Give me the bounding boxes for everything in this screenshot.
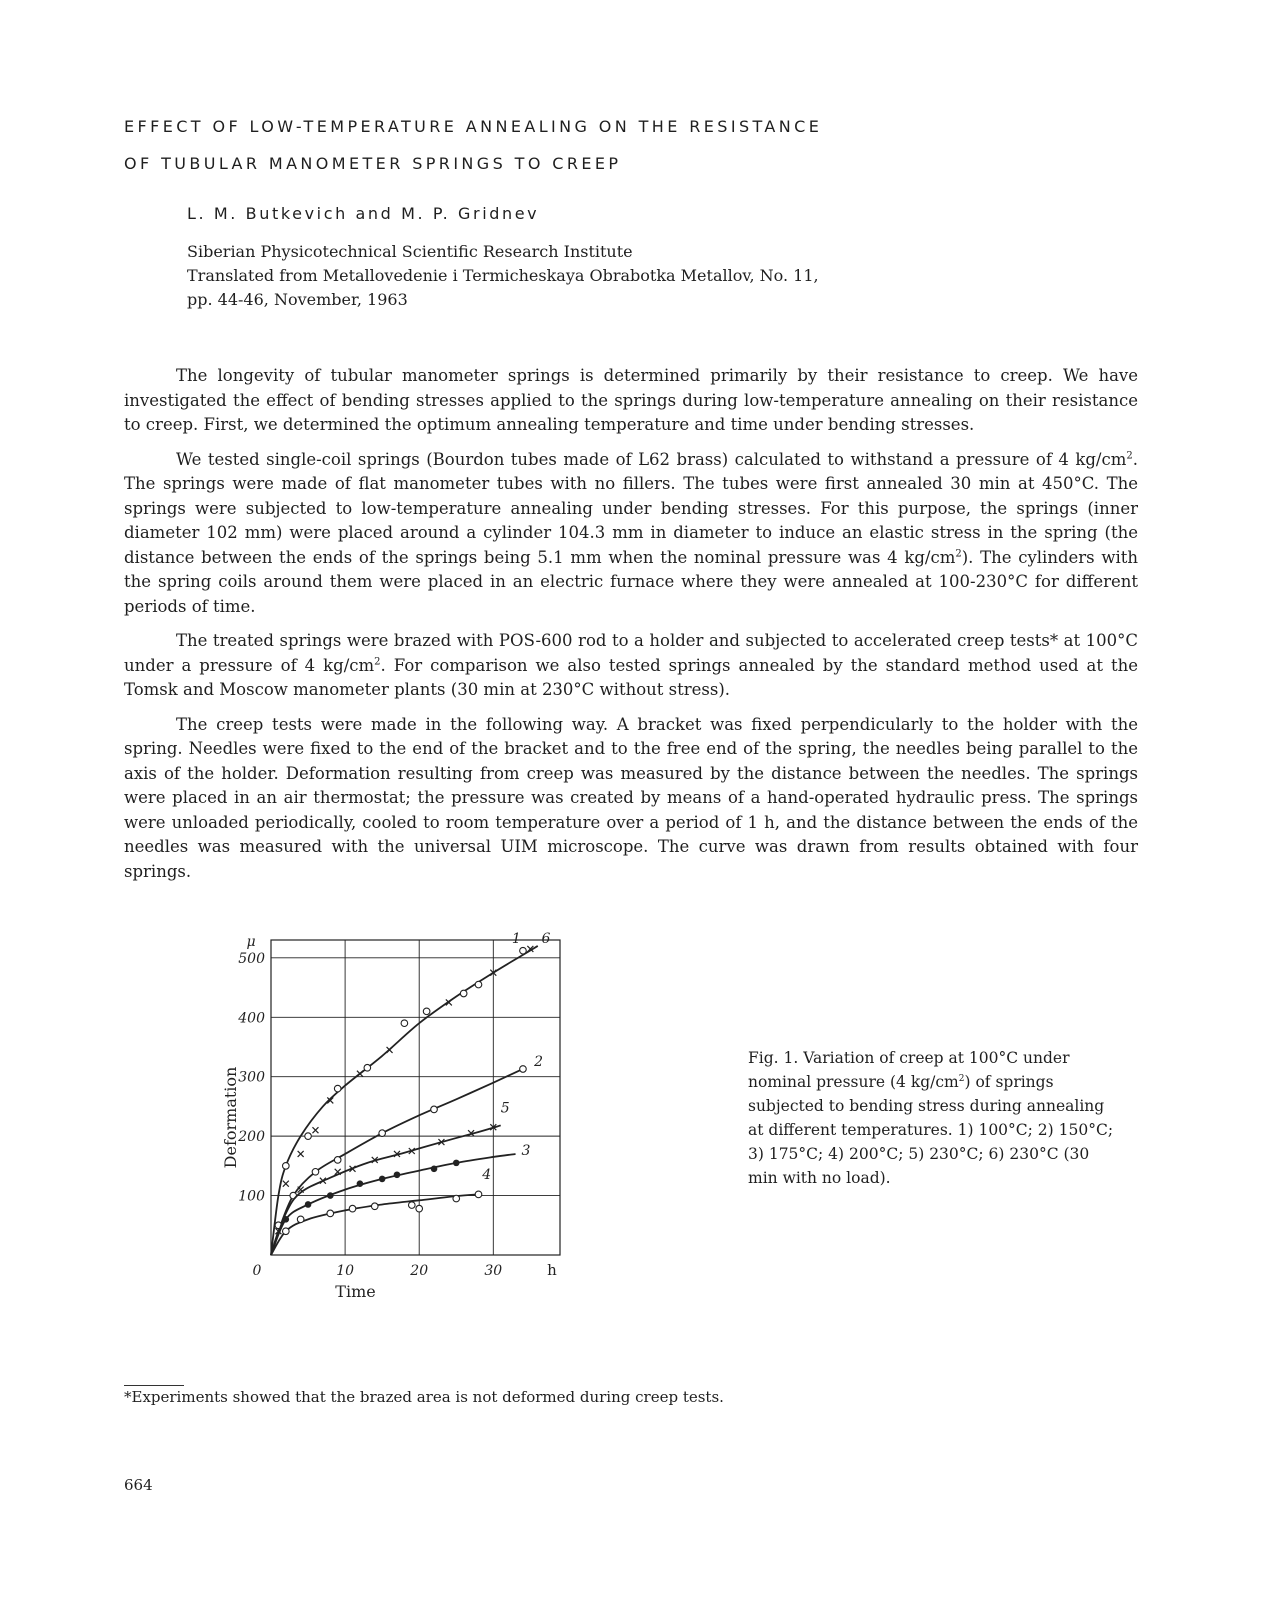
series-2-label: 2 bbox=[534, 1054, 543, 1070]
series-4-point bbox=[327, 1210, 334, 1217]
y-axis-label: Deformation bbox=[221, 1066, 240, 1169]
series-4-label: 4 bbox=[482, 1166, 492, 1183]
series-4-point bbox=[408, 1202, 415, 1209]
authors: L. M. Butkevich and M. P. Gridnev bbox=[187, 204, 540, 223]
title-line-2: OF TUBULAR MANOMETER SPRINGS TO CREEP bbox=[124, 154, 622, 173]
series-2-point bbox=[334, 1157, 341, 1164]
superscript: 2 bbox=[374, 656, 381, 667]
series-1-point bbox=[364, 1064, 371, 1071]
series-2-curve bbox=[271, 1069, 523, 1255]
series-6-point bbox=[357, 1071, 363, 1077]
paragraph-2 bbox=[124, 448, 1138, 620]
x-axis-label: Time bbox=[335, 1282, 376, 1301]
paragraph-2-part-c: ). The cylinders with the spring coils around them were placed in an electric furnace where they were annealed at 100-230°C for different periods of time. bbox=[124, 547, 1138, 616]
series-1-point bbox=[334, 1085, 341, 1092]
series-1-point bbox=[520, 947, 527, 954]
series-4-point bbox=[297, 1216, 304, 1223]
series-5-label: 5 bbox=[500, 1100, 510, 1117]
series-1-point bbox=[305, 1133, 312, 1140]
affiliation-pages-date: pp. 44-46, November, 1963 bbox=[187, 290, 408, 309]
series-5-curve bbox=[271, 1125, 501, 1255]
series-3-point bbox=[379, 1176, 386, 1183]
series-2-point bbox=[312, 1168, 319, 1175]
series-3-point bbox=[327, 1192, 334, 1199]
paragraph-2-part-a: We tested single-coil springs (Bourdon tubes made of L62 brass) calculated to withstand a pressure of 4 kg/cm bbox=[176, 449, 1127, 469]
series-2-point bbox=[520, 1066, 527, 1073]
y-unit-label: μ bbox=[246, 934, 256, 950]
paragraph-3-part-b: . For comparison we also tested springs annealed by the standard method used at the Tomsk and Moscow manometer plants (30 min at 230°C without stress). bbox=[124, 655, 1138, 699]
series-6-point bbox=[312, 1127, 318, 1133]
series-1-point bbox=[475, 981, 482, 988]
series-6-label: 6 bbox=[541, 930, 551, 947]
creep-chart-svg bbox=[200, 920, 600, 1315]
series-1-curve bbox=[271, 946, 538, 1255]
series-4-point bbox=[453, 1195, 460, 1202]
paragraph-2-part-b: . The springs were made of flat manometer tubes with no fillers. The tubes were first annealed 30 min at 450°C. The springs were subjected to low-temperature annealing under bending stresses. For this purpose, the springs (inner diameter 102 mm) were placed around a cylinder 104.3 mm in diameter to induce an elastic stress in the spring (the distance between the ends of the springs being 5.1 mm when the nominal pressure was 4 kg/cm bbox=[124, 449, 1138, 567]
x-tick-label: 0 bbox=[252, 1263, 262, 1279]
y-tick-label: 100 bbox=[238, 1188, 265, 1205]
series-4-point bbox=[371, 1203, 378, 1210]
affiliation-block bbox=[187, 240, 819, 312]
x-tick-label: 30 bbox=[484, 1263, 503, 1279]
series-3-point bbox=[357, 1180, 364, 1187]
series-1-point bbox=[423, 1008, 430, 1015]
x-tick-label: 20 bbox=[410, 1263, 429, 1279]
figure-1-chart bbox=[200, 920, 600, 1315]
footnote: *Experiments showed that the brazed area is not deformed during creep tests. bbox=[124, 1388, 724, 1406]
series-4-point bbox=[416, 1205, 423, 1212]
affiliation-institute: Siberian Physicotechnical Scientific Research Institute bbox=[187, 242, 633, 261]
series-4-point bbox=[283, 1228, 290, 1235]
series-3-point bbox=[283, 1216, 290, 1223]
series-1-point bbox=[401, 1020, 408, 1027]
series-3-label: 3 bbox=[521, 1143, 531, 1160]
series-3-point bbox=[431, 1166, 438, 1173]
page-number: 664 bbox=[124, 1476, 153, 1494]
superscript: 2 bbox=[955, 548, 962, 559]
series-6-point bbox=[298, 1151, 304, 1157]
series-6-point bbox=[387, 1047, 393, 1053]
x-tick-label: 10 bbox=[336, 1263, 355, 1279]
series-2-point bbox=[379, 1130, 386, 1137]
article-body bbox=[124, 364, 1138, 894]
y-tick-label: 300 bbox=[238, 1069, 265, 1086]
series-6-point bbox=[283, 1181, 289, 1187]
y-tick-label: 400 bbox=[238, 1010, 265, 1027]
figure-1-caption bbox=[748, 1046, 1118, 1190]
paragraph-4: The creep tests were made in the following way. A bracket was fixed perpendicularly to the holder with the spring. Needles were fixed to the end of the bracket and to the free end of the spring, the needles being parallel to the axis of the holder. Deformation resulting from creep was measured by the distance between the needles. The springs were placed in an air thermostat; the pressure was created by means of a hand-operated hydraulic press. The springs were unloaded periodically, cooled to room temperature over a period of 1 h, and the distance between the ends of the needles was measured with the universal UIM microscope. The curve was drawn from results obtained with four springs. bbox=[124, 714, 1138, 881]
caption-part-b: ) of springs subjected to bending stress during annealing at different temperatures. 1) 100°C; 2) 150°C; 3) 175°C; 4) 200°C; 5) 230°C; 6) 230°C (30 min with no load). bbox=[748, 1073, 1114, 1187]
series-1-point bbox=[283, 1163, 290, 1170]
series-4-point bbox=[475, 1191, 482, 1198]
series-3-point bbox=[453, 1160, 460, 1167]
series-1-label: 1 bbox=[511, 930, 521, 947]
series-4-point bbox=[349, 1205, 356, 1212]
affiliation-translated-from: Translated from Metallovedenie i Termicheskaya Obrabotka Metallov, No. 11, bbox=[187, 266, 819, 285]
y-tick-label: 500 bbox=[238, 950, 265, 967]
series-3-point bbox=[305, 1201, 312, 1208]
series-3-point bbox=[394, 1171, 401, 1178]
series-1-point bbox=[460, 990, 467, 997]
paragraph-3 bbox=[124, 629, 1138, 703]
y-tick-label: 200 bbox=[238, 1129, 265, 1146]
caption-part-a: Fig. 1. Variation of creep at 100°C under nominal pressure (4 kg/cm bbox=[748, 1049, 1070, 1091]
x-unit-label: h bbox=[547, 1261, 557, 1279]
superscript: 2 bbox=[1126, 450, 1133, 461]
superscript: 2 bbox=[958, 1073, 965, 1084]
title-line-1: EFFECT OF LOW-TEMPERATURE ANNEALING ON THE RESISTANCE bbox=[124, 117, 823, 136]
series-2-point bbox=[431, 1106, 438, 1113]
paragraph-3-part-a: The treated springs were brazed with POS-600 rod to a holder and subjected to accelerated creep tests* at 100°C under a pressure of 4 kg/cm bbox=[124, 631, 1138, 675]
paragraph-1: The longevity of tubular manometer springs is determined primarily by their resistance to creep. We have investigated the effect of bending stresses applied to the springs during low-temperature annealing on their resistance to creep. First, we determined the optimum annealing temperature and time under bending stresses. bbox=[124, 366, 1138, 434]
